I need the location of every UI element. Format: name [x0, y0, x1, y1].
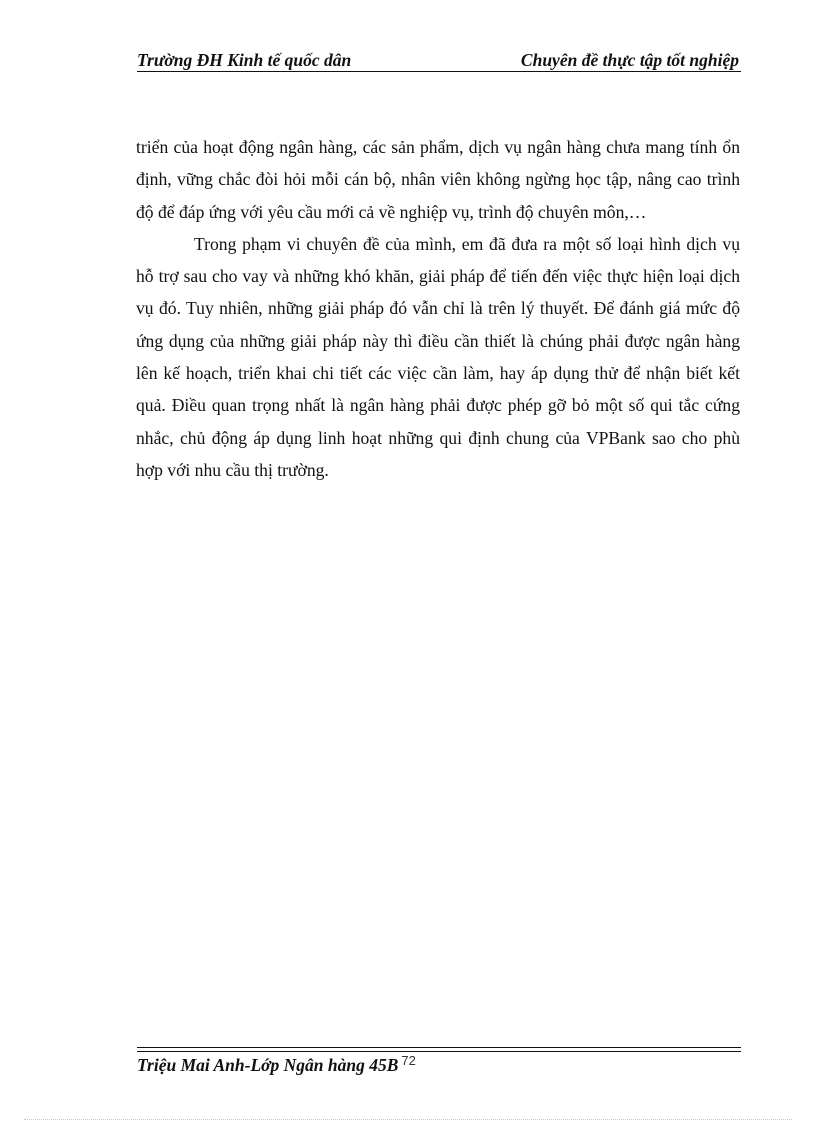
- page-footer: [137, 1053, 416, 1081]
- body-text: [136, 131, 740, 486]
- footer-divider-bottom: [137, 1051, 741, 1052]
- header-document-title: Chuyên đề thực tập tốt nghiệp: [520, 50, 739, 70]
- footer-author: Triệu Mai Anh-Lớp Ngân hàng 45B: [137, 1055, 399, 1075]
- header-school-name: Trường ĐH Kinh tế quốc dân: [137, 50, 352, 70]
- header-divider: [137, 71, 741, 72]
- page-number: 72: [401, 1053, 416, 1068]
- paragraph-continued: triển của hoạt động ngân hàng, các sản phẩm, dịch vụ ngân hàng chưa mang tính ổn định, vững chắc đòi hỏi mỗi cán bộ, nhân viên không ngừng học tập, nâng cao trình độ để đáp ứng với yêu cầu mới cả về nghiệp vụ, trình độ chuyên môn,…: [136, 137, 740, 222]
- footer-divider-top: [137, 1047, 741, 1048]
- page-bottom-border: [24, 1119, 792, 1120]
- paragraph-conclusion: Trong phạm vi chuyên đề của mình, em đã đưa ra một số loại hình dịch vụ hỗ trợ sau cho vay và những khó khăn, giải pháp để tiến đến việc thực hiện loại dịch vụ đó. Tuy nhiên, những giải pháp đó vẫn chỉ là trên lý thuyết. Để đánh giá mức độ ứng dụng của những giải pháp này thì điều cần thiết là chúng phải được ngân hàng lên kế hoạch, triển khai chi tiết các việc cần làm, hay áp dụng thử để nhận biết kết quả. Điều quan trọng nhất là ngân hàng phải được phép gỡ bỏ một số qui tắc cứng nhắc, chủ động áp dụng linh hoạt những qui định chung của VPBank sao cho phù hợp với nhu cầu thị trường.: [136, 233, 740, 480]
